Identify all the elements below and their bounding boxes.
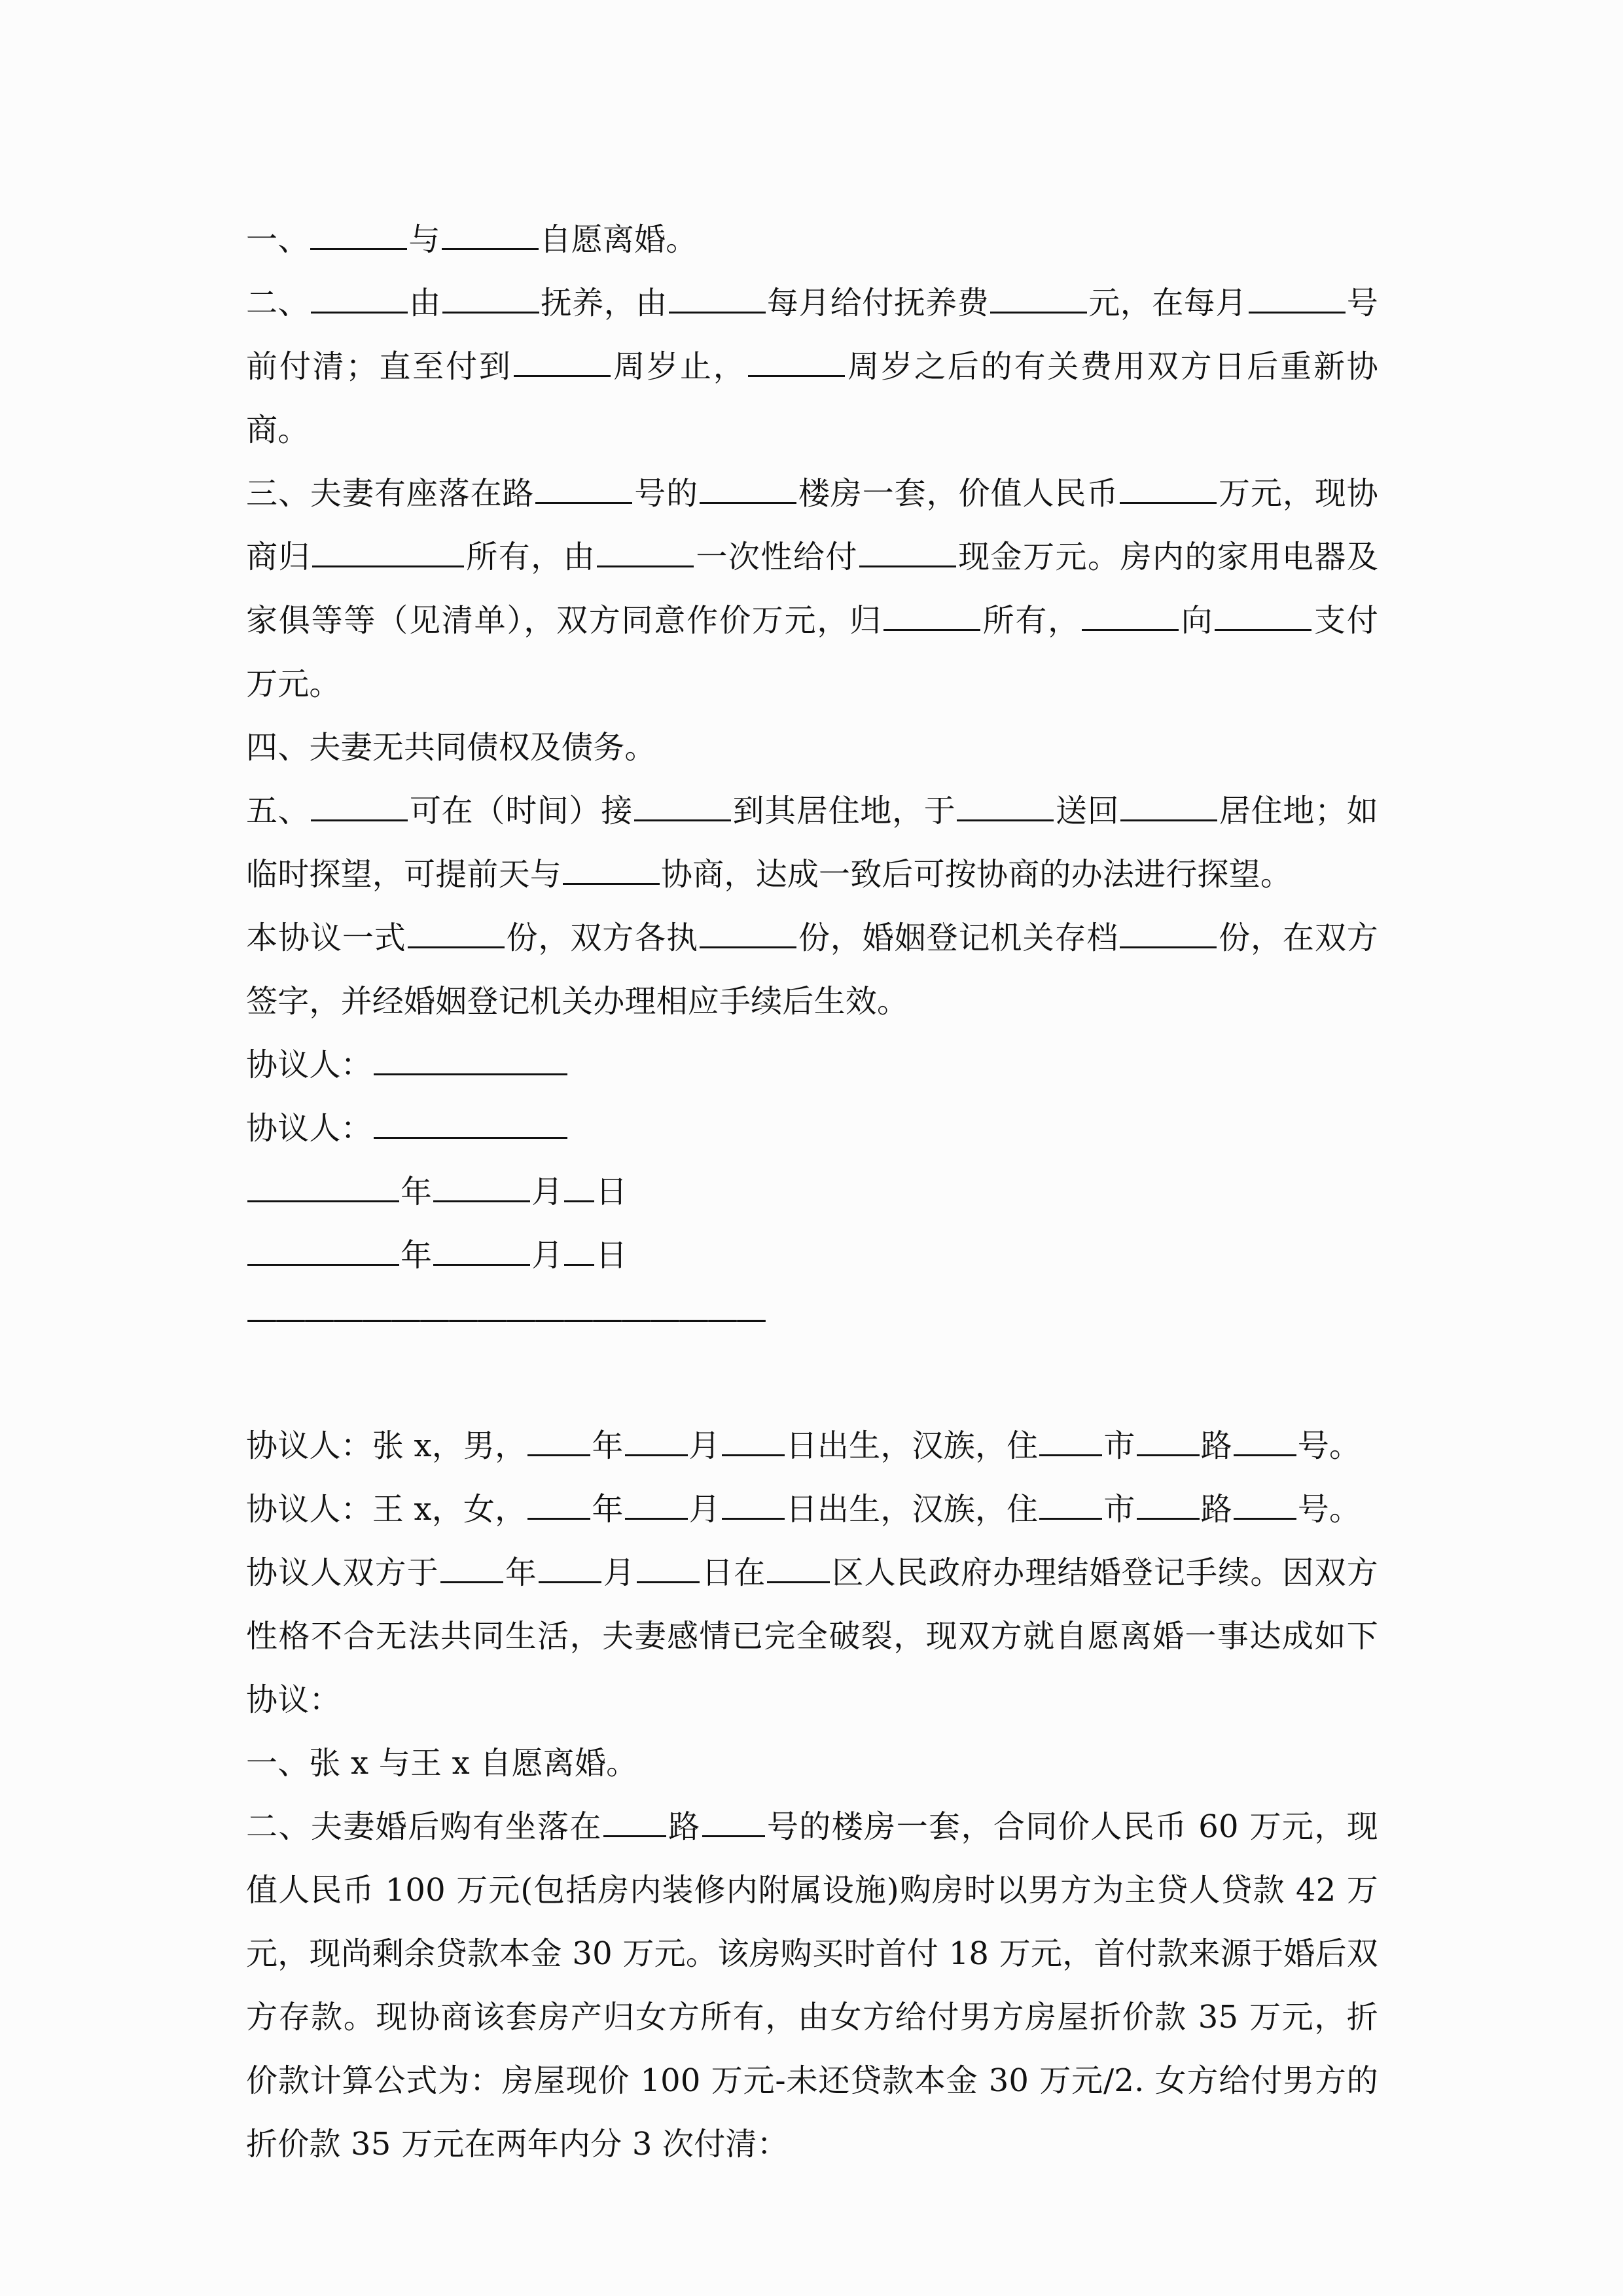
fill-in-blank[interactable] (514, 346, 611, 377)
clause-text: 四、夫妻无共同债权及债务。 (246, 729, 656, 766)
clause-text: 路 (667, 1808, 701, 1845)
clause-text: 所有， (981, 602, 1080, 639)
clause-text: 一、 (246, 221, 310, 258)
clause-text: 到其居住地，于 (732, 793, 956, 829)
fill-in-blank[interactable] (1215, 600, 1311, 631)
section-separator: —————————————————— (246, 1300, 764, 1337)
clause-1 (246, 208, 1378, 272)
clause-text: 月 (688, 1427, 721, 1464)
clause-text: 周岁止， (611, 348, 747, 385)
clause-text: 抚养，由 (540, 285, 668, 321)
fill-in-blank[interactable] (539, 1552, 601, 1583)
fill-in-blank[interactable] (527, 1489, 590, 1520)
fill-in-blank[interactable] (1234, 1426, 1296, 1456)
clause-text: 五、 (246, 793, 310, 829)
fill-in-blank[interactable] (597, 537, 694, 567)
clause-text: 月 (531, 1237, 563, 1274)
clause-text: 市 (1103, 1491, 1135, 1528)
clause-text: 月 (603, 1554, 636, 1591)
clause-4 (246, 716, 1378, 780)
fill-in-blank[interactable] (957, 791, 1054, 821)
clause-text: 楼房一套，价值人民币 (798, 475, 1119, 512)
fill-in-blank[interactable] (310, 219, 407, 250)
clause-text: 日 (596, 1174, 628, 1210)
fill-in-blank[interactable] (634, 791, 731, 821)
fill-in-blank[interactable] (722, 1489, 785, 1520)
clause-text: 万元，现协商归 (246, 475, 1378, 575)
clause-text: 年 (504, 1554, 538, 1591)
date-block (246, 1160, 1378, 1287)
clause-text: 与 (408, 221, 440, 258)
clause-text: 路 (1200, 1491, 1232, 1528)
clause-text: 区人民政府办理结婚登记手续。因双方性格不合无法共同生活，夫妻感情已完全破裂，现双方就自愿离婚一事达成如下协议： (246, 1554, 1379, 1718)
fill-in-blank[interactable] (1120, 473, 1217, 504)
clause-text: 三、夫妻有座落在路 (246, 475, 535, 512)
fill-in-blank[interactable] (527, 1426, 590, 1456)
clause-text: 协议人双方于 (246, 1554, 439, 1591)
clause-text: 号前付清；直至付到 (246, 285, 1378, 385)
fill-in-blank[interactable] (442, 283, 539, 314)
clause-text: 二、夫妻婚后购有坐落在 (246, 1808, 602, 1845)
fill-in-blank[interactable] (1039, 1489, 1102, 1520)
fill-in-blank[interactable] (564, 1235, 594, 1266)
clause-text: 一、张 x 与王 x 自愿离婚。 (246, 1745, 638, 1782)
fill-in-blank[interactable] (1120, 791, 1217, 821)
fill-in-blank[interactable] (442, 219, 539, 250)
clause-text: 日 (596, 1237, 628, 1274)
fill-in-blank[interactable] (311, 791, 408, 821)
fill-in-blank[interactable] (440, 1552, 503, 1583)
example-paragraph (246, 1795, 1378, 2176)
fill-in-blank[interactable] (603, 1806, 666, 1837)
clause-text: 年 (592, 1427, 624, 1464)
clause-3 (246, 462, 1378, 716)
clause-text: 份，在双方签字，并经婚姻登记机关办理相应手续后生效。 (246, 920, 1378, 1020)
clause-text: 本协议一式 (246, 920, 406, 956)
fill-in-blank[interactable] (625, 1426, 688, 1456)
signature-line (246, 1033, 1378, 1097)
clause-text: 所有，由 (465, 539, 596, 575)
clause-text: 年 (401, 1174, 433, 1210)
example-paragraph (246, 1732, 1378, 1795)
clause-2 (246, 272, 1378, 462)
example-paragraph (246, 1478, 1378, 1541)
fill-in-blank[interactable] (859, 537, 956, 567)
fill-in-blank[interactable] (990, 283, 1087, 314)
clause-text: 号的楼房一套，合同价人民币 60 万元，现值人民币 100 万元(包括房内装修内附属设施)购房时以男方为主贷人贷款 42 万元，现尚剩余贷款本金 30 万元。该房购买时首付 18 万元，首付款来源于婚后双方存款。现协商该套房产归女方所有，由女方给付男方房屋折价款 35 万元，折价款计算公式为：房屋现价 100 万元-未还贷款本金 30 万元/2. 女方给付男方的折价款 35 万元在两年内分 3 次付清： (246, 1808, 1379, 2162)
agreement-template-section (246, 208, 1378, 1033)
clause-text: 二、 (246, 285, 310, 321)
fill-in-blank[interactable] (625, 1489, 688, 1520)
fill-in-blank[interactable] (563, 854, 660, 885)
fill-in-blank[interactable] (535, 473, 632, 504)
fill-in-blank[interactable] (433, 1172, 530, 1202)
clause-text: 向 (1179, 602, 1214, 639)
signature-line (246, 1097, 1378, 1160)
clause-text: 年 (592, 1491, 624, 1528)
clause-text: 协议人：张 x，男， (246, 1427, 527, 1464)
clause-text: 自愿离婚。 (539, 221, 698, 258)
clause-text: 由 (408, 285, 441, 321)
clause-text: 月 (688, 1491, 721, 1528)
clause-text: 协议人： (246, 1047, 372, 1083)
fill-in-blank[interactable] (700, 918, 796, 948)
agreement-example-section (246, 1414, 1378, 2176)
spacer (246, 1351, 1378, 1414)
fill-in-blank[interactable] (1137, 1489, 1200, 1520)
fill-in-blank[interactable] (767, 1552, 830, 1583)
clause-text: 协议人： (246, 1110, 372, 1147)
date-line (246, 1224, 1378, 1287)
fill-in-blank[interactable] (374, 1045, 567, 1075)
fill-in-blank[interactable] (374, 1108, 567, 1139)
example-paragraph (246, 1414, 1378, 1478)
fill-in-blank[interactable] (247, 1235, 399, 1266)
clause-text: 元，在每月 (1088, 285, 1247, 321)
clause-text: 每月给付抚养费 (766, 285, 990, 321)
fill-in-blank[interactable] (1082, 600, 1179, 631)
fill-in-blank[interactable] (702, 1806, 765, 1837)
date-line (246, 1160, 1378, 1224)
clause-text: 号。 (1297, 1491, 1361, 1528)
fill-in-blank[interactable] (433, 1235, 530, 1266)
clause-text: 市 (1103, 1427, 1135, 1464)
fill-in-blank[interactable] (408, 918, 505, 948)
fill-in-blank[interactable] (1039, 1426, 1102, 1456)
fill-in-blank[interactable] (700, 473, 796, 504)
clause-text: 协商，达成一致后可按协商的办法进行探望。 (661, 856, 1293, 893)
fill-in-blank[interactable] (311, 283, 408, 314)
signature-block (246, 1033, 1378, 1160)
fill-in-blank[interactable] (564, 1172, 594, 1202)
clause-text: 月 (531, 1174, 563, 1210)
clause-text: 号的 (633, 475, 699, 512)
fill-in-blank[interactable] (1137, 1426, 1200, 1456)
clause-text: 居住地；如临时探望，可提前天与 (246, 793, 1378, 893)
clause-text: 份，婚姻登记机关存档 (798, 920, 1119, 956)
clause-text: 支付万元。 (246, 602, 1378, 702)
fill-in-blank[interactable] (669, 283, 766, 314)
clause-text: 可在（时间）接 (409, 793, 633, 829)
fill-in-blank[interactable] (247, 1172, 399, 1202)
fill-in-blank[interactable] (748, 346, 845, 377)
example-paragraph (246, 1541, 1378, 1732)
clause-text: 送回 (1055, 793, 1120, 829)
clause-text: 号。 (1297, 1427, 1361, 1464)
clause-copies (246, 906, 1378, 1033)
clause-text: 年 (401, 1237, 433, 1274)
clause-text: 日出生，汉族，住 (785, 1427, 1039, 1464)
fill-in-blank[interactable] (312, 537, 464, 567)
fill-in-blank[interactable] (1249, 283, 1346, 314)
clause-text: 周岁之后的有关费用双方日后重新协商。 (246, 348, 1378, 448)
clause-text: 协议人：王 x，女， (246, 1491, 527, 1528)
fill-in-blank[interactable] (637, 1552, 700, 1583)
document-page (246, 208, 1378, 2176)
fill-in-blank[interactable] (1234, 1489, 1296, 1520)
clause-text: 一次性给付 (695, 539, 858, 575)
clause-text: 日在 (701, 1554, 766, 1591)
clause-text: 路 (1200, 1427, 1232, 1464)
fill-in-blank[interactable] (883, 600, 980, 631)
clause-text: 现金万元。房内的家用电器及家俱等等（见清单），双方同意作价万元，归 (246, 539, 1378, 639)
clause-5 (246, 780, 1378, 906)
fill-in-blank[interactable] (722, 1426, 785, 1456)
clause-text: 日出生，汉族，住 (785, 1491, 1039, 1528)
clause-text: 份，双方各执 (505, 920, 699, 956)
fill-in-blank[interactable] (1120, 918, 1217, 948)
